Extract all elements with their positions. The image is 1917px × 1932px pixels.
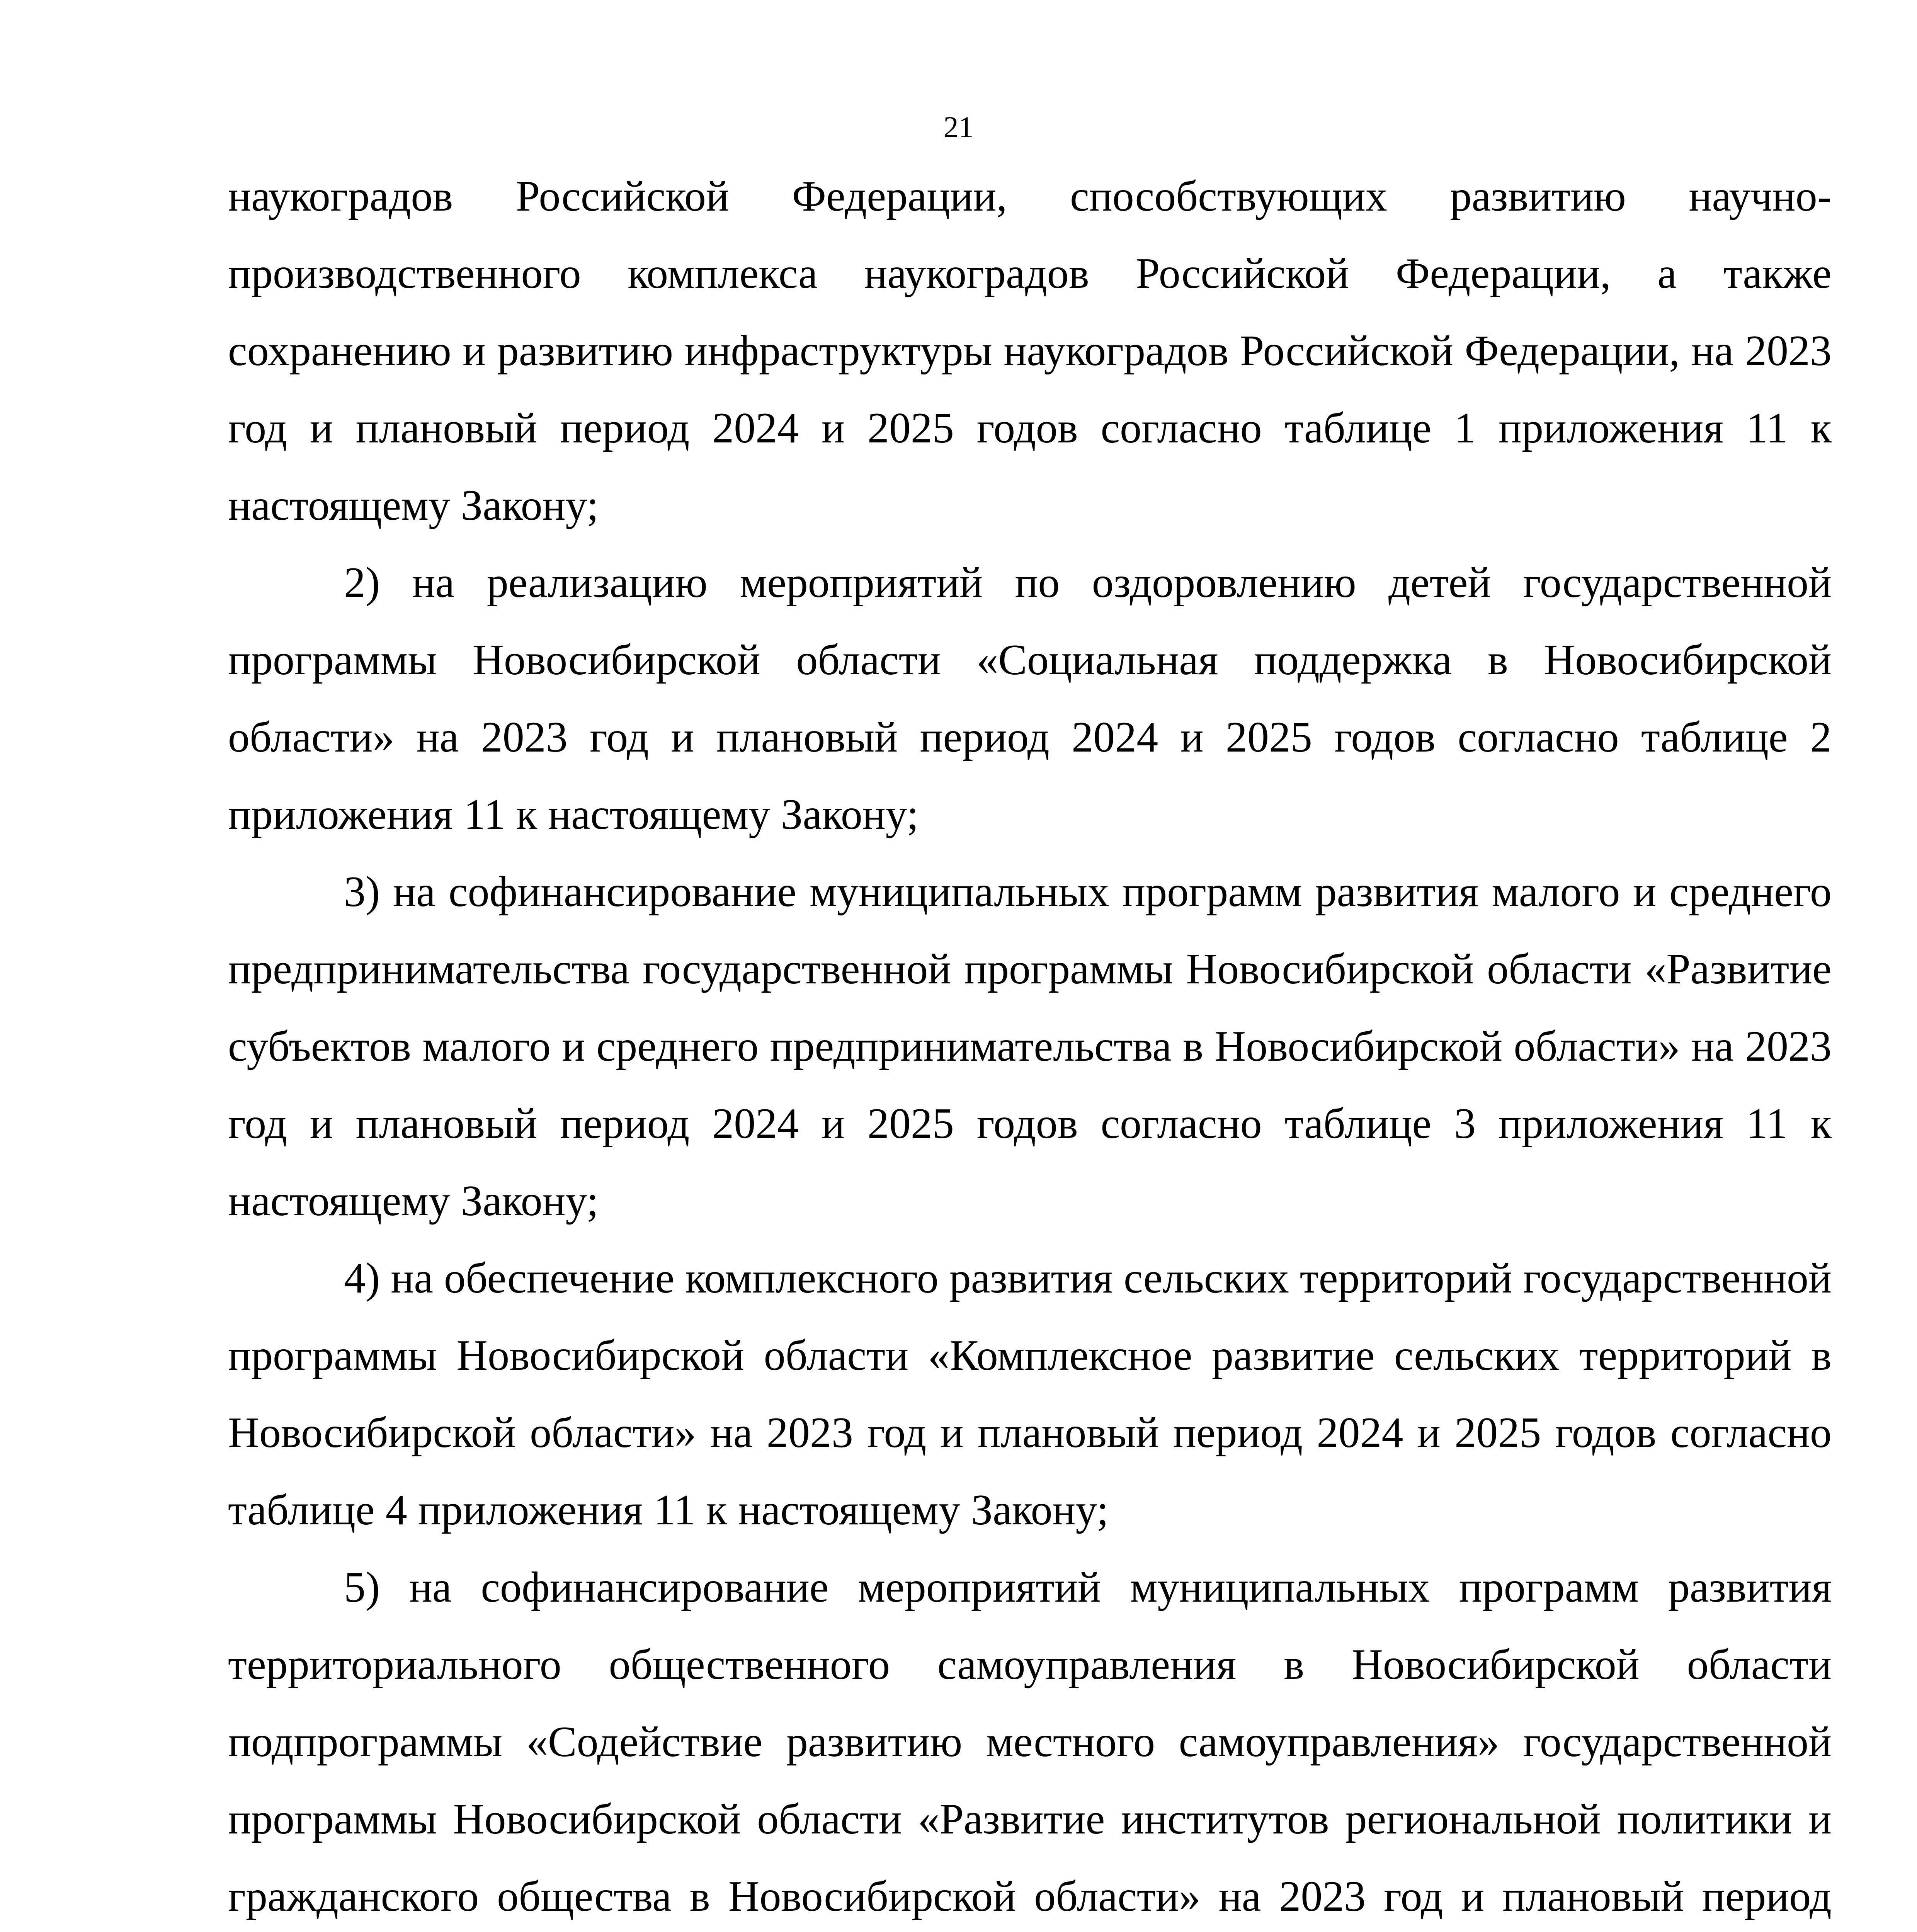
paragraph-item-4: 4) на обеспечение комплексного развития сельских территорий государственной программы Новосибирской области «Комплексное развитие сельских территорий в Новосибирской области» на 2023 год и плановый период 2024 и 2025 годов согласно таблице 4 приложения 11 к настоящему Закону; bbox=[228, 1254, 1832, 1534]
document-body bbox=[228, 158, 1832, 1932]
page-number: 21 bbox=[943, 110, 974, 144]
paragraph-item-3: 3) на софинансирование муниципальных программ развития малого и среднего предпринимательства государственной программы Новосибирской области «Развитие субъектов малого и среднего предпринимательства в Новосибирской области» на 2023 год и плановый период 2024 и 2025 годов согласно таблице 3 приложения 11 к настоящему Закону; bbox=[228, 868, 1832, 1225]
paragraph-item-5: 5) на софинансирование мероприятий муниципальных программ развития территориального общественного самоуправления в Новосибирской области подпрограммы «Содействие развитию местного самоуправления» государственной программы Новосибирской области «Развитие институтов региональной политики и гражданского общества в Новосибирской области» на 2023 год и плановый период bbox=[228, 1563, 1832, 1920]
paragraph-item-2: 2) на реализацию мероприятий по оздоровлению детей государственной программы Новосибирской области «Социальная поддержка в Новосибирской области» на 2023 год и плановый период 2024 и 2025 годов согласно таблице 2 приложения 11 к настоящему Закону; bbox=[228, 559, 1832, 838]
paragraph-continuation: наукоградов Российской Федерации, способствующих развитию научно-производственного комплекса наукоградов Российской Федерации, а также сохранению и развитию инфраструктуры наукоградов Российской Федерации, на 2023 год и плановый период 2024 и 2025 годов согласно таблице 1 приложения 11 к настоящему Закону; bbox=[228, 172, 1832, 529]
